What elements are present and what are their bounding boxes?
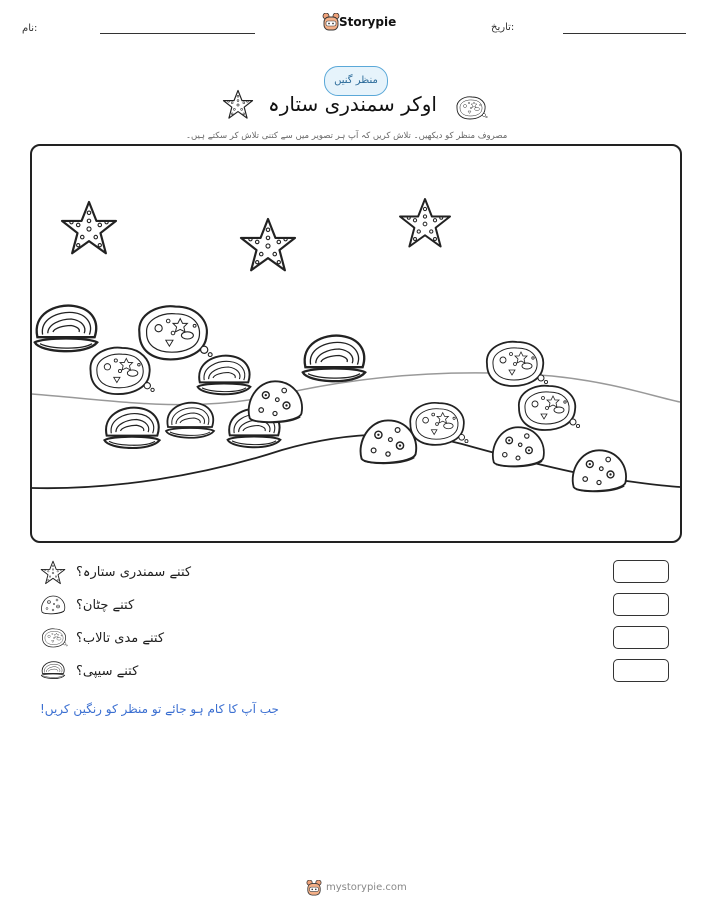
category-pill: منظر گنیں — [324, 66, 388, 96]
tide-pool-icon — [40, 626, 68, 650]
starfish-icon — [222, 89, 254, 121]
rock-item — [573, 450, 626, 491]
tide-pool-item — [139, 306, 212, 359]
question-row — [40, 659, 670, 685]
storypie-bear-icon — [322, 13, 340, 31]
clam-shell-item — [104, 408, 159, 448]
brand-logo — [322, 13, 397, 33]
coloring-instruction: جب آپ کا کام ہو جائے تو منظر کو رنگین کریں! — [40, 702, 279, 716]
tide-pool-item — [90, 348, 154, 395]
question-text: کتنے چٹان؟ — [76, 598, 135, 613]
clam-shell-item — [35, 306, 97, 352]
tide-pool-icon — [454, 93, 488, 123]
clam-shell-item — [166, 403, 214, 438]
question-row — [40, 593, 670, 619]
answer-box[interactable] — [613, 659, 669, 682]
footer-brand — [306, 880, 406, 898]
question-text: کتنے سیپی؟ — [76, 664, 139, 679]
starfish-item — [62, 202, 116, 253]
rock-icon — [40, 593, 66, 617]
answer-box[interactable] — [613, 560, 669, 583]
clam-shell-item — [198, 356, 251, 395]
rock-item — [361, 420, 417, 463]
starfish-item — [400, 199, 450, 247]
rock-item — [493, 427, 544, 467]
page-subtitle: مصروف منظر کو دیکھیں۔ تلاش کریں کہ آپ ہر تصویر میں سے کتنی تلاش کر سکتے ہیں۔ — [186, 131, 508, 141]
tide-pool-item — [487, 342, 548, 386]
starfish-icon — [40, 560, 66, 586]
page-title: اوکر سمندری ستارہ — [268, 92, 437, 116]
date-line[interactable] — [563, 33, 686, 34]
rock-item — [249, 381, 302, 422]
site-url[interactable]: mystorypie.com — [326, 882, 407, 893]
question-row — [40, 626, 670, 652]
storypie-bear-icon — [306, 880, 322, 896]
date-label: تاریخ: — [491, 22, 515, 33]
answer-box[interactable] — [613, 626, 669, 649]
answer-box[interactable] — [613, 593, 669, 616]
scene-frame — [30, 144, 682, 543]
name-label: نام: — [22, 23, 38, 34]
question-row — [40, 560, 670, 586]
tide-pool-item — [519, 386, 580, 430]
clam-shell-item — [303, 336, 365, 382]
name-line[interactable] — [100, 33, 255, 34]
starfish-item — [241, 219, 295, 270]
question-text: کتنے مدی تالاب؟ — [76, 631, 165, 646]
brand-name: Storypie — [339, 15, 397, 29]
tide-pool-item — [410, 403, 468, 445]
question-text: کتنے سمندری ستارہ؟ — [76, 565, 192, 580]
scene-illustration — [32, 146, 680, 541]
clam-shell-icon — [40, 659, 66, 683]
